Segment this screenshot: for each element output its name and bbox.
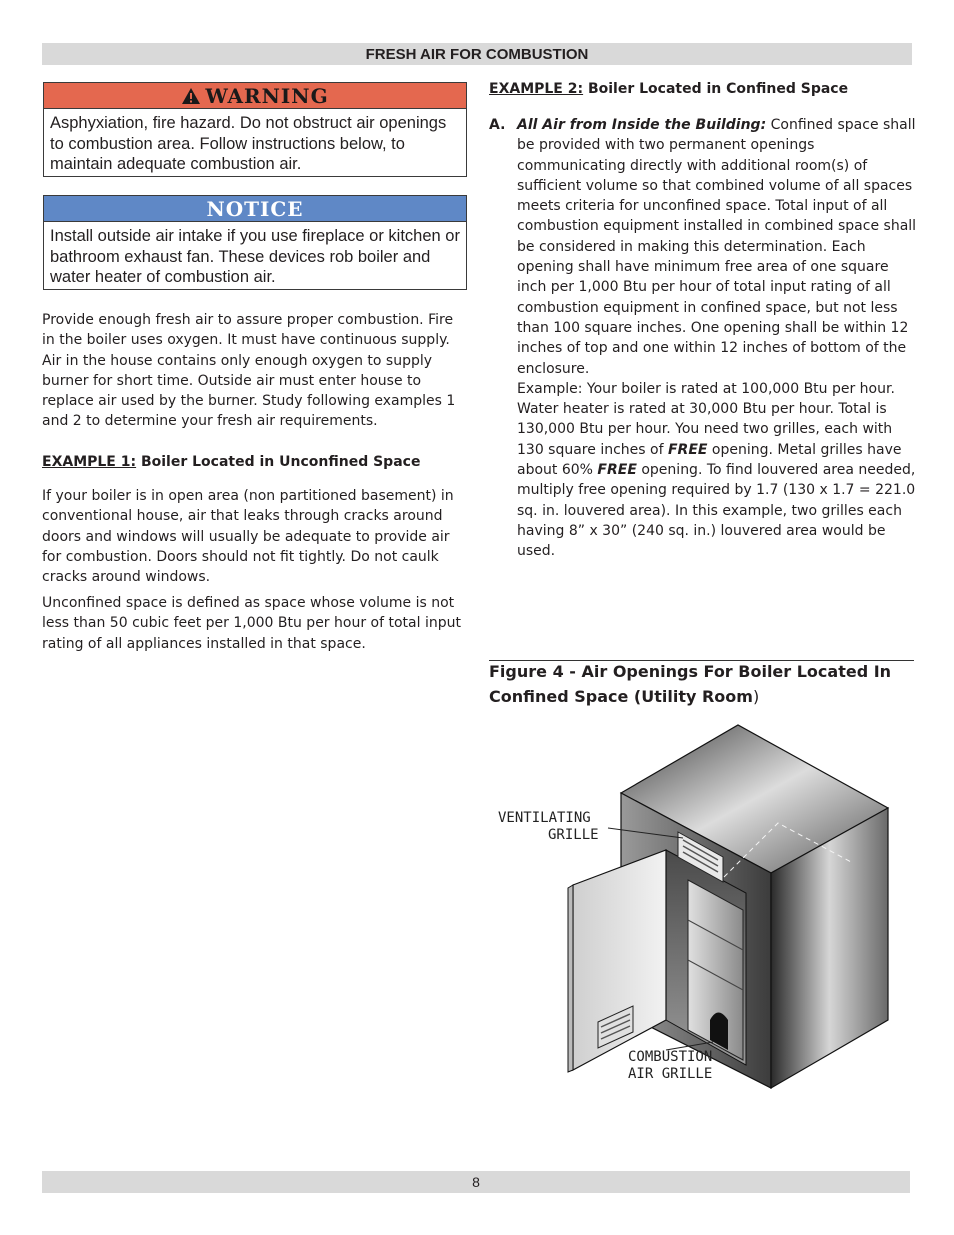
combustion-label-1: COMBUSTION: [628, 1049, 713, 1065]
warning-header: [44, 83, 466, 109]
utility-room-illustration: [488, 720, 908, 1095]
notice-text: Install outside air intake if you use fireplace or kitchen or bathroom exhaust fan. These devices rob boiler and water heater of combustion air.: [50, 227, 460, 286]
example1-para1: If your boiler is in open area (non partitioned basement) in conventional house, air that leaks through cracks around doors and windows will usually be adequate to provide air for combustion. Doors should not fit tightly. Do not caulk cracks around windows.: [42, 488, 454, 586]
item-body: [517, 115, 919, 562]
example1-title: Boiler Located in Unconfined Space: [140, 454, 421, 470]
example2-heading: [489, 81, 848, 97]
notice-header: [44, 196, 466, 222]
ventilating-label-1: VENTILATING: [498, 810, 591, 826]
example-text-a: Example: Your boiler is rated at 100,000 Btu per hour. Water heater is rated at 30,000 Btu per hour. Total is 130,000 Btu per hour. You need two grilles, each with 130 square inches of: [517, 380, 895, 458]
example-text-c: opening. To find louvered area needed, multiply free opening required by 1.7 (130 x 1.7 = 221.0 sq. in. louvered area). In this example, two grilles each having 8” x 30” (240 sq. in.) louvered area would be used.: [517, 462, 916, 560]
free-word-1: FREE: [667, 441, 708, 458]
item-letter: A.: [489, 117, 506, 133]
warning-box: [43, 82, 467, 177]
free-word-2: FREE: [597, 462, 637, 479]
example2-label: EXAMPLE 2:: [489, 81, 584, 97]
example2-item-a: [489, 115, 919, 562]
example2-title: Boiler Located in Confined Space: [587, 81, 849, 97]
notice-box: [43, 195, 467, 290]
page-footer: [42, 1171, 910, 1193]
warning-label: WARNING: [205, 84, 329, 108]
page-number: 8: [472, 1174, 480, 1190]
example1-para2: Unconfined space is defined as space whose volume is not less than 50 cubic feet per 1,000 Btu per hour of total input rating of all appliances installed in that space.: [42, 595, 461, 652]
warning-text: Asphyxiation, fire hazard. Do not obstruct air openings to combustion area. Follow instructions below, to maintain adequate combustion air.: [50, 114, 447, 173]
example1-heading: [42, 454, 420, 470]
section-header: FRESH AIR FOR COMBUSTION: [42, 43, 912, 65]
item-text: Confined space shall be provided with two permanent openings communicating directly with additional room(s) of sufficient volume so that combined volume of all spaces meets criteria for unconfined space. Total input of all combustion equipment installed in combined space shall be considered in making this determination. Each opening shall have minimum free area of one square inch per 1,000 Btu per hour of total input rating of all combustion equipment in confined space, but not less than 100 square inches. One opening shall be within 12 inches of top and one within 12 inches of bottom of the enclosure.: [517, 117, 917, 377]
notice-label: NOTICE: [206, 197, 304, 221]
intro-paragraph: Provide enough fresh air to assure proper combustion. Fire in the boiler uses oxygen. It must have continuous supply. Air in the house contains only enough oxygen to supply burner for short time. Outside air must enter house to replace air used by the burner. Study following examples 1 and 2 to determine your fresh air requirements.: [42, 312, 456, 430]
example-text-b: opening. Metal grilles have about 60%: [517, 441, 902, 479]
ventilating-label-2: GRILLE: [548, 827, 599, 843]
warning-triangle-icon: [181, 87, 201, 105]
combustion-label-2: AIR GRILLE: [628, 1066, 713, 1082]
example1-label: EXAMPLE 1:: [42, 454, 137, 470]
figure-title: Figure 4 - Air Openings For Boiler Located In Confined Space (Utility Room): [489, 662, 892, 706]
item-title: All Air from Inside the Building:: [517, 117, 767, 133]
